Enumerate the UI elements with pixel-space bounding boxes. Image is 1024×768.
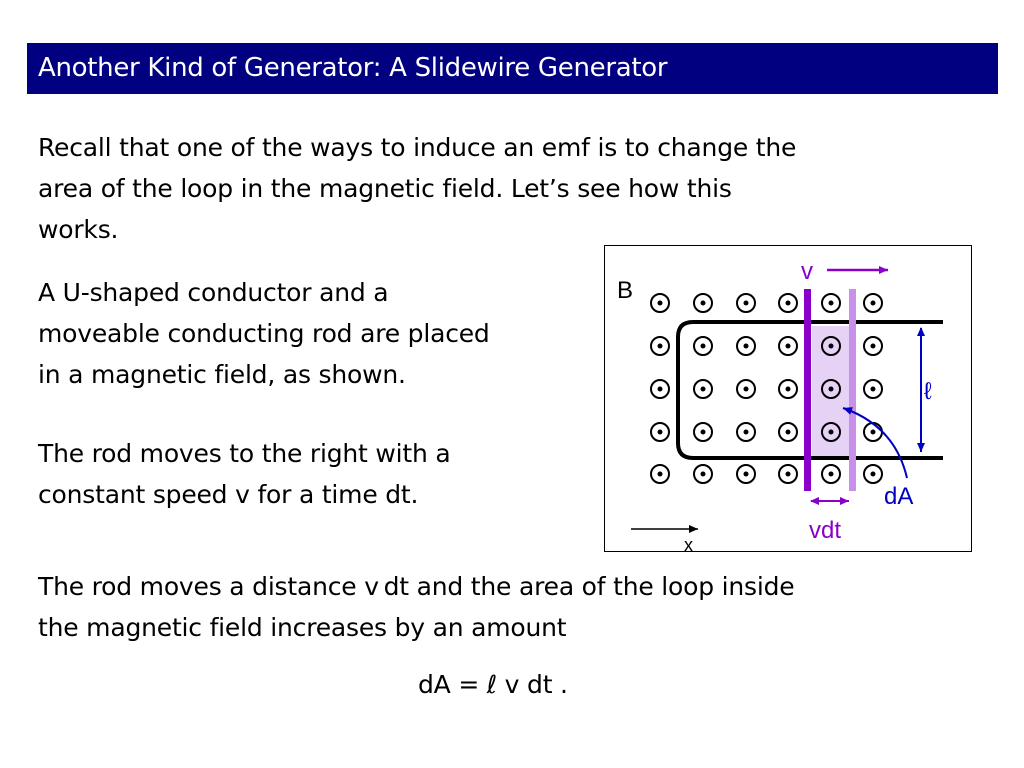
conclusion-paragraph [38,566,794,648]
conducting-rod-moved [849,289,856,491]
intro-line: area of the loop in the magnetic field. Let’s see how this [38,174,732,203]
slidewire-diagram [605,246,973,553]
field-label: B [617,277,634,304]
length-label: ℓ [924,378,932,405]
intro-line: Recall that one of the ways to induce an emf is to change the [38,133,797,162]
setup-line: moveable conducting rod are placed [38,319,490,348]
conclusion-line: The rod moves a distance v dt and the area of the loop inside [38,572,795,601]
area-label: dA [884,483,914,510]
slide-title: Another Kind of Generator: A Slidewire Generator [38,53,668,83]
setup-line: A U-shaped conductor and a [38,278,389,307]
velocity-label: v [801,258,813,285]
slidewire-figure [604,245,972,552]
displacement-label: vdt [809,517,842,544]
setup-paragraph [38,272,490,395]
axis-label: x [684,535,693,553]
intro-paragraph [38,127,796,250]
motion-line: The rod moves to the right with a [38,439,451,468]
conclusion-line: the magnetic field increases by an amount [38,613,567,642]
motion-line: constant speed v for a time dt. [38,480,419,509]
title-bar [27,43,998,94]
conducting-rod [804,289,811,491]
intro-line: works. [38,215,119,244]
setup-line: in a magnetic field, as shown. [38,360,406,389]
area-equation: dA = ℓ v dt . [418,670,568,699]
motion-paragraph [38,433,451,515]
